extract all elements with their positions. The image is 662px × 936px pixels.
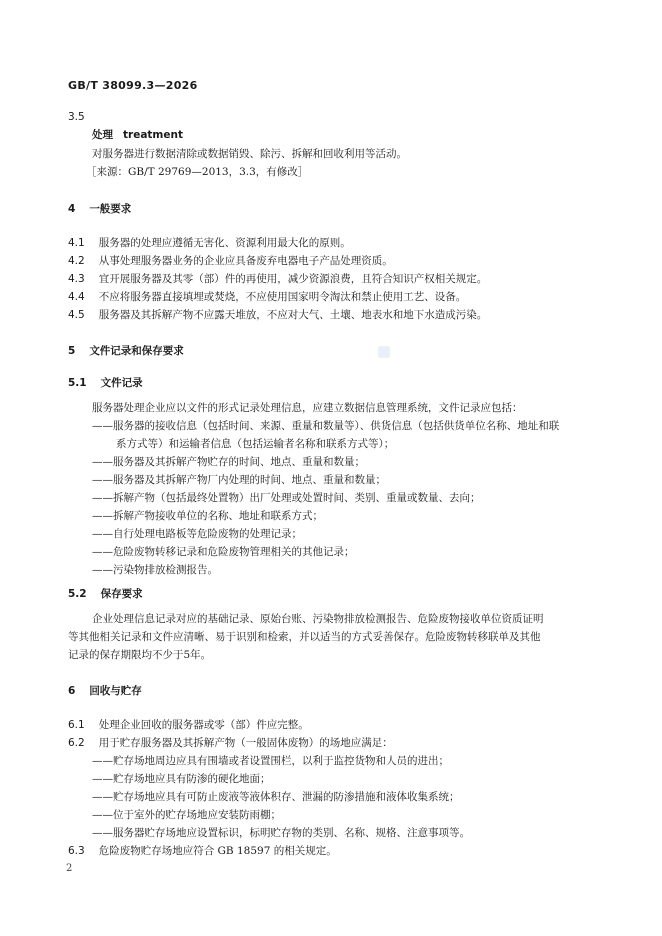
clause-4-5 bbox=[68, 308, 487, 322]
clause-text: 危险废物贮存场地应符合 GB 18597 的相关规定。 bbox=[98, 845, 337, 857]
clause-text: 服务器的处理应遵循无害化、资源利用最大化的原则。 bbox=[98, 237, 351, 249]
list-item: ——贮存场地周边应具有围墙或者设置围栏，以利于监控货物和人员的进出； bbox=[92, 755, 449, 767]
section-title: 一般要求 bbox=[89, 203, 132, 215]
clause-text: 不应将服务器直接填埋或焚烧，不应使用国家明令淘汰和禁止使用工艺、设备。 bbox=[98, 291, 467, 303]
term-heading bbox=[92, 128, 183, 142]
term-chinese: 处理 bbox=[92, 129, 113, 141]
term-definition: 对服务器进行数据清除或数据销毁、除污、拆解和回收利用等活动。 bbox=[92, 148, 407, 160]
clause-number: 4.5 bbox=[68, 309, 85, 321]
term-english: treatment bbox=[123, 129, 183, 141]
list-item: ——自行处理电路板等危险废物的处理记录； bbox=[92, 528, 302, 540]
clause-text: 处理企业回收的服务器或零（部）件应完整。 bbox=[98, 719, 309, 731]
page-number: 2 bbox=[66, 863, 73, 874]
list-item: ——服务器的接收信息（包括时间、来源、重量和数量等）、供货信息（包括供货单位名称、地址和联 bbox=[92, 420, 560, 432]
section-heading-4 bbox=[68, 202, 131, 216]
paragraph-line: 记录的保存期限均不少于5年。 bbox=[68, 649, 212, 661]
clause-number: 4.4 bbox=[68, 291, 85, 303]
list-item-continuation: 系方式等）和运输者信息（包括运输者名称和联系方式等）； bbox=[116, 438, 395, 450]
subsection-title: 保存要求 bbox=[100, 588, 143, 600]
clause-text: 服务器及其拆解产物不应露天堆放，不应对大气、土壤、地表水和地下水造成污染。 bbox=[98, 309, 488, 321]
standard-number: GB/T 38099.3—2026 bbox=[68, 79, 198, 92]
clause-number: 4.2 bbox=[68, 255, 85, 267]
subsection-heading-5-2 bbox=[68, 587, 143, 601]
term-source: ［来源：GB/T 29769—2013，3.3，有修改］ bbox=[86, 166, 309, 178]
list-item: ——危险废物转移记录和危险废物管理相关的其他记录； bbox=[92, 546, 355, 558]
clause-text: 宜开展服务器及其零（部）件的再使用，减少资源浪费，且符合知识产权相关规定。 bbox=[98, 273, 488, 285]
section-heading-6 bbox=[68, 684, 142, 698]
list-item: ——服务器贮存场地应设置标识，标明贮存物的类别、名称、规格、注意事项等。 bbox=[92, 827, 470, 839]
subsection-number: 5.2 bbox=[68, 588, 87, 600]
clause-6-1 bbox=[68, 718, 309, 732]
clause-number: 6.3 bbox=[68, 845, 85, 857]
section-title: 回收与贮存 bbox=[89, 685, 142, 697]
list-item: ——服务器及其拆解产物贮存的时间、地点、重量和数量； bbox=[92, 456, 365, 468]
clause-text: 用于贮存服务器及其拆解产物（一般固体废物）的场地应满足： bbox=[98, 737, 393, 749]
paragraph-line: 等其他相关记录和文件应清晰、易于识别和检索，并以适当的方式妥善保存。危险废物转移联单及其他 bbox=[68, 631, 541, 643]
clause-number: 4.3 bbox=[68, 273, 85, 285]
list-item: ——拆解产物接收单位的名称、地址和联系方式； bbox=[92, 510, 323, 522]
clause-text: 从事处理服务器业务的企业应具备废弃电器电子产品处理资质。 bbox=[98, 255, 393, 267]
clause-number-3-5: 3.5 bbox=[68, 111, 85, 123]
list-item: ——污染物排放检测报告。 bbox=[92, 564, 218, 576]
clause-6-3 bbox=[68, 844, 337, 858]
watermark-logo bbox=[378, 346, 390, 358]
subsection-heading-5-1 bbox=[68, 376, 143, 390]
list-item: ——拆解产物（包括最终处置物）出厂处理或处置时间、类别、重量或数量、去向； bbox=[92, 492, 481, 504]
subsection-number: 5.1 bbox=[68, 377, 87, 389]
section-heading-5 bbox=[68, 344, 184, 358]
clause-4-2 bbox=[68, 254, 393, 268]
clause-number: 6.2 bbox=[68, 737, 85, 749]
paragraph-intro: 服务器处理企业应以文件的形式记录处理信息，应建立数据信息管理系统，文件记录应包括： bbox=[92, 402, 523, 414]
clause-4-3 bbox=[68, 272, 487, 286]
section-title: 文件记录和保存要求 bbox=[89, 345, 184, 357]
clause-number: 6.1 bbox=[68, 719, 85, 731]
subsection-title: 文件记录 bbox=[100, 377, 143, 389]
list-item: ——位于室外的贮存场地应安装防雨棚； bbox=[92, 809, 281, 821]
section-number: 4 bbox=[68, 203, 76, 215]
section-number: 5 bbox=[68, 345, 76, 357]
list-item: ——贮存场地应具有可防止废液等液体积存、泄漏的防渗措施和液体收集系统； bbox=[92, 791, 460, 803]
clause-4-1 bbox=[68, 236, 351, 250]
clause-6-2 bbox=[68, 736, 393, 750]
section-number: 6 bbox=[68, 685, 76, 697]
list-item: ——贮存场地应具有防渗的硬化地面； bbox=[92, 773, 271, 785]
paragraph-line: 企业处理信息记录对应的基础记录、原始台账、污染物排放检测报告、危险废物接收单位资质证明 bbox=[92, 613, 544, 625]
clause-number: 4.1 bbox=[68, 237, 85, 249]
list-item: ——服务器及其拆解产物厂内处理的时间、地点、重量和数量； bbox=[92, 474, 386, 486]
clause-4-4 bbox=[68, 290, 466, 304]
